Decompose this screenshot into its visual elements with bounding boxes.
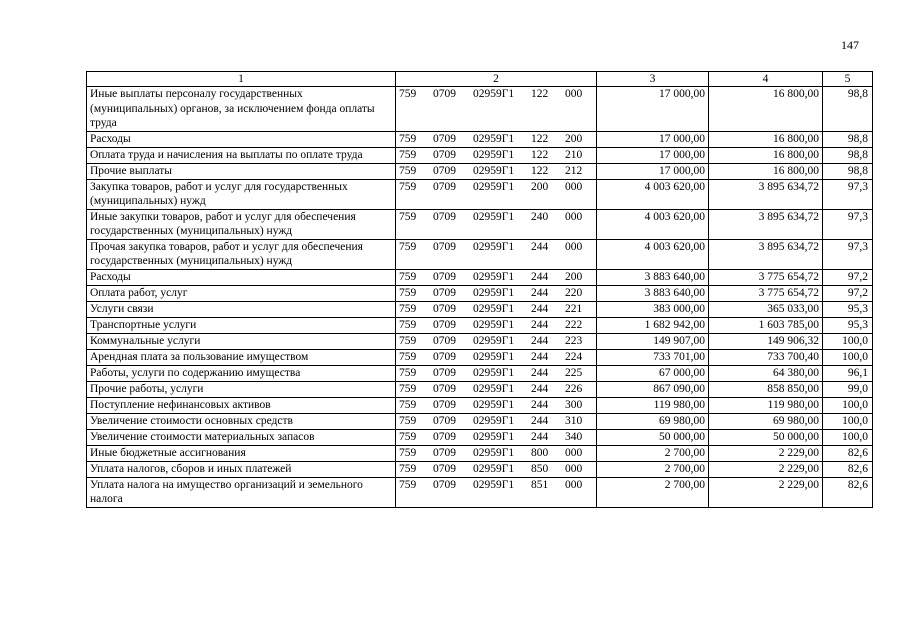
- item-name: Прочие выплаты: [87, 163, 396, 179]
- code-part: 759: [399, 180, 417, 193]
- code-part: 200: [531, 180, 549, 193]
- code-part: 0709: [433, 334, 456, 347]
- actual-amount: 3 775 654,72: [709, 269, 823, 285]
- code-part: 02959Г1: [473, 318, 515, 331]
- code-part: 02959Г1: [473, 270, 515, 283]
- execution-percent: 100,0: [823, 429, 873, 445]
- actual-amount: 16 800,00: [709, 163, 823, 179]
- code-part: 759: [399, 286, 417, 299]
- code-part: 759: [399, 430, 417, 443]
- header-cell: 4: [709, 72, 823, 87]
- item-name: Иные закупки товаров, работ и услуг для обеспечения государственных (муниципальных) нужд: [87, 209, 396, 239]
- execution-percent: 82,6: [823, 461, 873, 477]
- code-part: 244: [531, 318, 549, 331]
- header-cell: 2: [396, 72, 597, 87]
- planned-amount: 2 700,00: [597, 477, 709, 507]
- code-part: 02959Г1: [473, 350, 515, 363]
- header-cell: 1: [87, 72, 396, 87]
- code-part: 244: [531, 414, 549, 427]
- code-part: 000: [565, 446, 583, 459]
- planned-amount: 119 980,00: [597, 397, 709, 413]
- item-name: Коммунальные услуги: [87, 333, 396, 349]
- code-part: 02959Г1: [473, 286, 515, 299]
- budget-code: [396, 349, 597, 365]
- table-row: [87, 397, 873, 413]
- code-part: 759: [399, 240, 417, 253]
- code-part: 221: [565, 302, 583, 315]
- header-cell: 3: [597, 72, 709, 87]
- code-part: 244: [531, 366, 549, 379]
- code-part: 0709: [433, 382, 456, 395]
- code-part: 244: [531, 302, 549, 315]
- code-part: 759: [399, 414, 417, 427]
- code-part: 02959Г1: [473, 398, 515, 411]
- code-part: 0709: [433, 462, 456, 475]
- actual-amount: 858 850,00: [709, 381, 823, 397]
- execution-percent: 97,3: [823, 209, 873, 239]
- item-name: Арендная плата за пользование имуществом: [87, 349, 396, 365]
- code-part: 244: [531, 350, 549, 363]
- code-part: 000: [565, 88, 583, 100]
- budget-code: [396, 461, 597, 477]
- table-row: [87, 301, 873, 317]
- budget-code: [396, 365, 597, 381]
- code-part: 0709: [433, 270, 456, 283]
- execution-percent: 98,8: [823, 163, 873, 179]
- execution-percent: 100,0: [823, 349, 873, 365]
- execution-percent: 97,3: [823, 239, 873, 269]
- planned-amount: 4 003 620,00: [597, 179, 709, 209]
- code-part: 02959Г1: [473, 446, 515, 459]
- budget-table: [86, 71, 873, 508]
- code-part: 759: [399, 350, 417, 363]
- code-part: 240: [531, 210, 549, 223]
- actual-amount: 149 906,32: [709, 333, 823, 349]
- actual-amount: 69 980,00: [709, 413, 823, 429]
- table-row: [87, 365, 873, 381]
- execution-percent: 97,2: [823, 285, 873, 301]
- execution-percent: 98,8: [823, 87, 873, 132]
- code-part: 340: [565, 430, 583, 443]
- code-part: 0709: [433, 132, 456, 145]
- table-row: [87, 381, 873, 397]
- execution-percent: 97,3: [823, 179, 873, 209]
- code-part: 0709: [433, 148, 456, 161]
- code-part: 759: [399, 148, 417, 161]
- code-part: 200: [565, 132, 583, 145]
- code-part: 759: [399, 382, 417, 395]
- execution-percent: 82,6: [823, 477, 873, 507]
- budget-code: [396, 429, 597, 445]
- code-part: 244: [531, 382, 549, 395]
- actual-amount: 3 895 634,72: [709, 209, 823, 239]
- execution-percent: 98,8: [823, 131, 873, 147]
- code-part: 02959Г1: [473, 478, 515, 491]
- planned-amount: 4 003 620,00: [597, 239, 709, 269]
- item-name: Оплата труда и начисления на выплаты по оплате труда: [87, 147, 396, 163]
- planned-amount: 17 000,00: [597, 131, 709, 147]
- code-part: 0709: [433, 366, 456, 379]
- planned-amount: 17 000,00: [597, 163, 709, 179]
- budget-code: [396, 301, 597, 317]
- planned-amount: 67 000,00: [597, 365, 709, 381]
- code-part: 759: [399, 398, 417, 411]
- table-row: [87, 333, 873, 349]
- table-row: [87, 209, 873, 239]
- table-row: [87, 147, 873, 163]
- code-part: 226: [565, 382, 583, 395]
- table-row: [87, 285, 873, 301]
- code-part: 0709: [433, 210, 456, 223]
- code-part: 02959Г1: [473, 180, 515, 193]
- code-part: 759: [399, 164, 417, 177]
- planned-amount: 149 907,00: [597, 333, 709, 349]
- item-name: Уплата налога на имущество организаций и земельного налога: [87, 477, 396, 507]
- planned-amount: 4 003 620,00: [597, 209, 709, 239]
- planned-amount: 383 000,00: [597, 301, 709, 317]
- table-row: [87, 131, 873, 147]
- actual-amount: 3 895 634,72: [709, 179, 823, 209]
- budget-code: [396, 179, 597, 209]
- item-name: Оплата работ, услуг: [87, 285, 396, 301]
- budget-code: [396, 131, 597, 147]
- code-part: 759: [399, 302, 417, 315]
- header-cell: 5: [823, 72, 873, 87]
- code-part: 0709: [433, 88, 456, 100]
- code-part: 02959Г1: [473, 366, 515, 379]
- budget-code: [396, 445, 597, 461]
- code-part: 0709: [433, 240, 456, 253]
- code-part: 220: [565, 286, 583, 299]
- item-name: Иные бюджетные ассигнования: [87, 445, 396, 461]
- code-part: 0709: [433, 446, 456, 459]
- code-part: 759: [399, 478, 417, 491]
- code-part: 244: [531, 240, 549, 253]
- actual-amount: 365 033,00: [709, 301, 823, 317]
- item-name: Расходы: [87, 269, 396, 285]
- code-part: 223: [565, 334, 583, 347]
- execution-percent: 95,3: [823, 317, 873, 333]
- planned-amount: 3 883 640,00: [597, 285, 709, 301]
- budget-code: [396, 87, 597, 132]
- code-part: 122: [531, 88, 549, 100]
- actual-amount: 16 800,00: [709, 147, 823, 163]
- item-name: Расходы: [87, 131, 396, 147]
- code-part: 02959Г1: [473, 88, 515, 100]
- code-part: 759: [399, 132, 417, 145]
- code-part: 0709: [433, 430, 456, 443]
- budget-code: [396, 317, 597, 333]
- item-name: Поступление нефинансовых активов: [87, 397, 396, 413]
- table-row: [87, 429, 873, 445]
- item-name: Услуги связи: [87, 301, 396, 317]
- code-part: 759: [399, 366, 417, 379]
- code-part: 122: [531, 132, 549, 145]
- table-row: [87, 163, 873, 179]
- code-part: 851: [531, 478, 549, 491]
- code-part: 0709: [433, 302, 456, 315]
- table-row: [87, 239, 873, 269]
- code-part: 0709: [433, 164, 456, 177]
- item-name: Увеличение стоимости основных средств: [87, 413, 396, 429]
- item-name: Транспортные услуги: [87, 317, 396, 333]
- budget-code: [396, 147, 597, 163]
- code-part: 759: [399, 334, 417, 347]
- budget-code: [396, 209, 597, 239]
- code-part: 0709: [433, 398, 456, 411]
- table-row: [87, 413, 873, 429]
- table-body: [87, 87, 873, 508]
- table-row: [87, 349, 873, 365]
- actual-amount: 1 603 785,00: [709, 317, 823, 333]
- item-name: Прочие работы, услуги: [87, 381, 396, 397]
- code-part: 02959Г1: [473, 210, 515, 223]
- budget-code: [396, 333, 597, 349]
- actual-amount: 119 980,00: [709, 397, 823, 413]
- planned-amount: 1 682 942,00: [597, 317, 709, 333]
- code-part: 02959Г1: [473, 462, 515, 475]
- code-part: 02959Г1: [473, 334, 515, 347]
- code-part: 212: [565, 164, 583, 177]
- budget-code: [396, 269, 597, 285]
- item-name: Увеличение стоимости материальных запасов: [87, 429, 396, 445]
- execution-percent: 100,0: [823, 333, 873, 349]
- code-part: 310: [565, 414, 583, 427]
- actual-amount: 2 229,00: [709, 477, 823, 507]
- budget-code: [396, 413, 597, 429]
- budget-code: [396, 239, 597, 269]
- code-part: 759: [399, 270, 417, 283]
- code-part: 225: [565, 366, 583, 379]
- planned-amount: 2 700,00: [597, 461, 709, 477]
- code-part: 000: [565, 180, 583, 193]
- code-part: 200: [565, 270, 583, 283]
- planned-amount: 2 700,00: [597, 445, 709, 461]
- header-row: [87, 72, 873, 87]
- code-part: 02959Г1: [473, 302, 515, 315]
- actual-amount: 64 380,00: [709, 365, 823, 381]
- execution-percent: 97,2: [823, 269, 873, 285]
- code-part: 300: [565, 398, 583, 411]
- code-part: 02959Г1: [473, 164, 515, 177]
- table-row: [87, 477, 873, 507]
- code-part: 0709: [433, 180, 456, 193]
- code-part: 02959Г1: [473, 430, 515, 443]
- code-part: 850: [531, 462, 549, 475]
- code-part: 0709: [433, 318, 456, 331]
- code-part: 122: [531, 148, 549, 161]
- budget-code: [396, 163, 597, 179]
- planned-amount: 17 000,00: [597, 147, 709, 163]
- code-part: 224: [565, 350, 583, 363]
- code-part: 02959Г1: [473, 148, 515, 161]
- execution-percent: 100,0: [823, 413, 873, 429]
- item-name: Прочая закупка товаров, работ и услуг для обеспечения государственных (муниципальных) нужд: [87, 239, 396, 269]
- budget-code: [396, 381, 597, 397]
- actual-amount: 2 229,00: [709, 445, 823, 461]
- actual-amount: 733 700,40: [709, 349, 823, 365]
- code-part: 000: [565, 462, 583, 475]
- item-name: Работы, услуги по содержанию имущества: [87, 365, 396, 381]
- code-part: 000: [565, 478, 583, 491]
- budget-code: [396, 285, 597, 301]
- planned-amount: 69 980,00: [597, 413, 709, 429]
- code-part: 759: [399, 88, 417, 100]
- budget-code: [396, 477, 597, 507]
- planned-amount: 17 000,00: [597, 87, 709, 132]
- execution-percent: 82,6: [823, 445, 873, 461]
- code-part: 0709: [433, 286, 456, 299]
- execution-percent: 96,1: [823, 365, 873, 381]
- code-part: 02959Г1: [473, 240, 515, 253]
- planned-amount: 867 090,00: [597, 381, 709, 397]
- item-name: Иные выплаты персоналу государственных (муниципальных) органов, за исключением фонда оплаты труда: [87, 87, 396, 132]
- actual-amount: 3 775 654,72: [709, 285, 823, 301]
- code-part: 759: [399, 210, 417, 223]
- page-number: 147: [841, 38, 859, 52]
- actual-amount: 3 895 634,72: [709, 239, 823, 269]
- item-name: Уплата налогов, сборов и иных платежей: [87, 461, 396, 477]
- code-part: 0709: [433, 414, 456, 427]
- code-part: 000: [565, 240, 583, 253]
- execution-percent: 100,0: [823, 397, 873, 413]
- table-row: [87, 87, 873, 132]
- code-part: 222: [565, 318, 583, 331]
- code-part: 759: [399, 446, 417, 459]
- code-part: 244: [531, 334, 549, 347]
- code-part: 0709: [433, 350, 456, 363]
- code-part: 244: [531, 270, 549, 283]
- code-part: 800: [531, 446, 549, 459]
- item-name: Закупка товаров, работ и услуг для государственных (муниципальных) нужд: [87, 179, 396, 209]
- actual-amount: 2 229,00: [709, 461, 823, 477]
- code-part: 02959Г1: [473, 132, 515, 145]
- code-part: 759: [399, 318, 417, 331]
- table-row: [87, 461, 873, 477]
- table-row: [87, 179, 873, 209]
- code-part: 759: [399, 462, 417, 475]
- table-row: [87, 317, 873, 333]
- execution-percent: 99,0: [823, 381, 873, 397]
- table-row: [87, 269, 873, 285]
- code-part: 122: [531, 164, 549, 177]
- planned-amount: 3 883 640,00: [597, 269, 709, 285]
- code-part: 244: [531, 430, 549, 443]
- code-part: 02959Г1: [473, 414, 515, 427]
- code-part: 244: [531, 286, 549, 299]
- actual-amount: 16 800,00: [709, 131, 823, 147]
- actual-amount: 50 000,00: [709, 429, 823, 445]
- code-part: 244: [531, 398, 549, 411]
- actual-amount: 16 800,00: [709, 87, 823, 132]
- code-part: 000: [565, 210, 583, 223]
- budget-code: [396, 397, 597, 413]
- execution-percent: 95,3: [823, 301, 873, 317]
- table-row: [87, 445, 873, 461]
- code-part: 02959Г1: [473, 382, 515, 395]
- code-part: 210: [565, 148, 583, 161]
- planned-amount: 50 000,00: [597, 429, 709, 445]
- planned-amount: 733 701,00: [597, 349, 709, 365]
- code-part: 0709: [433, 478, 456, 491]
- execution-percent: 98,8: [823, 147, 873, 163]
